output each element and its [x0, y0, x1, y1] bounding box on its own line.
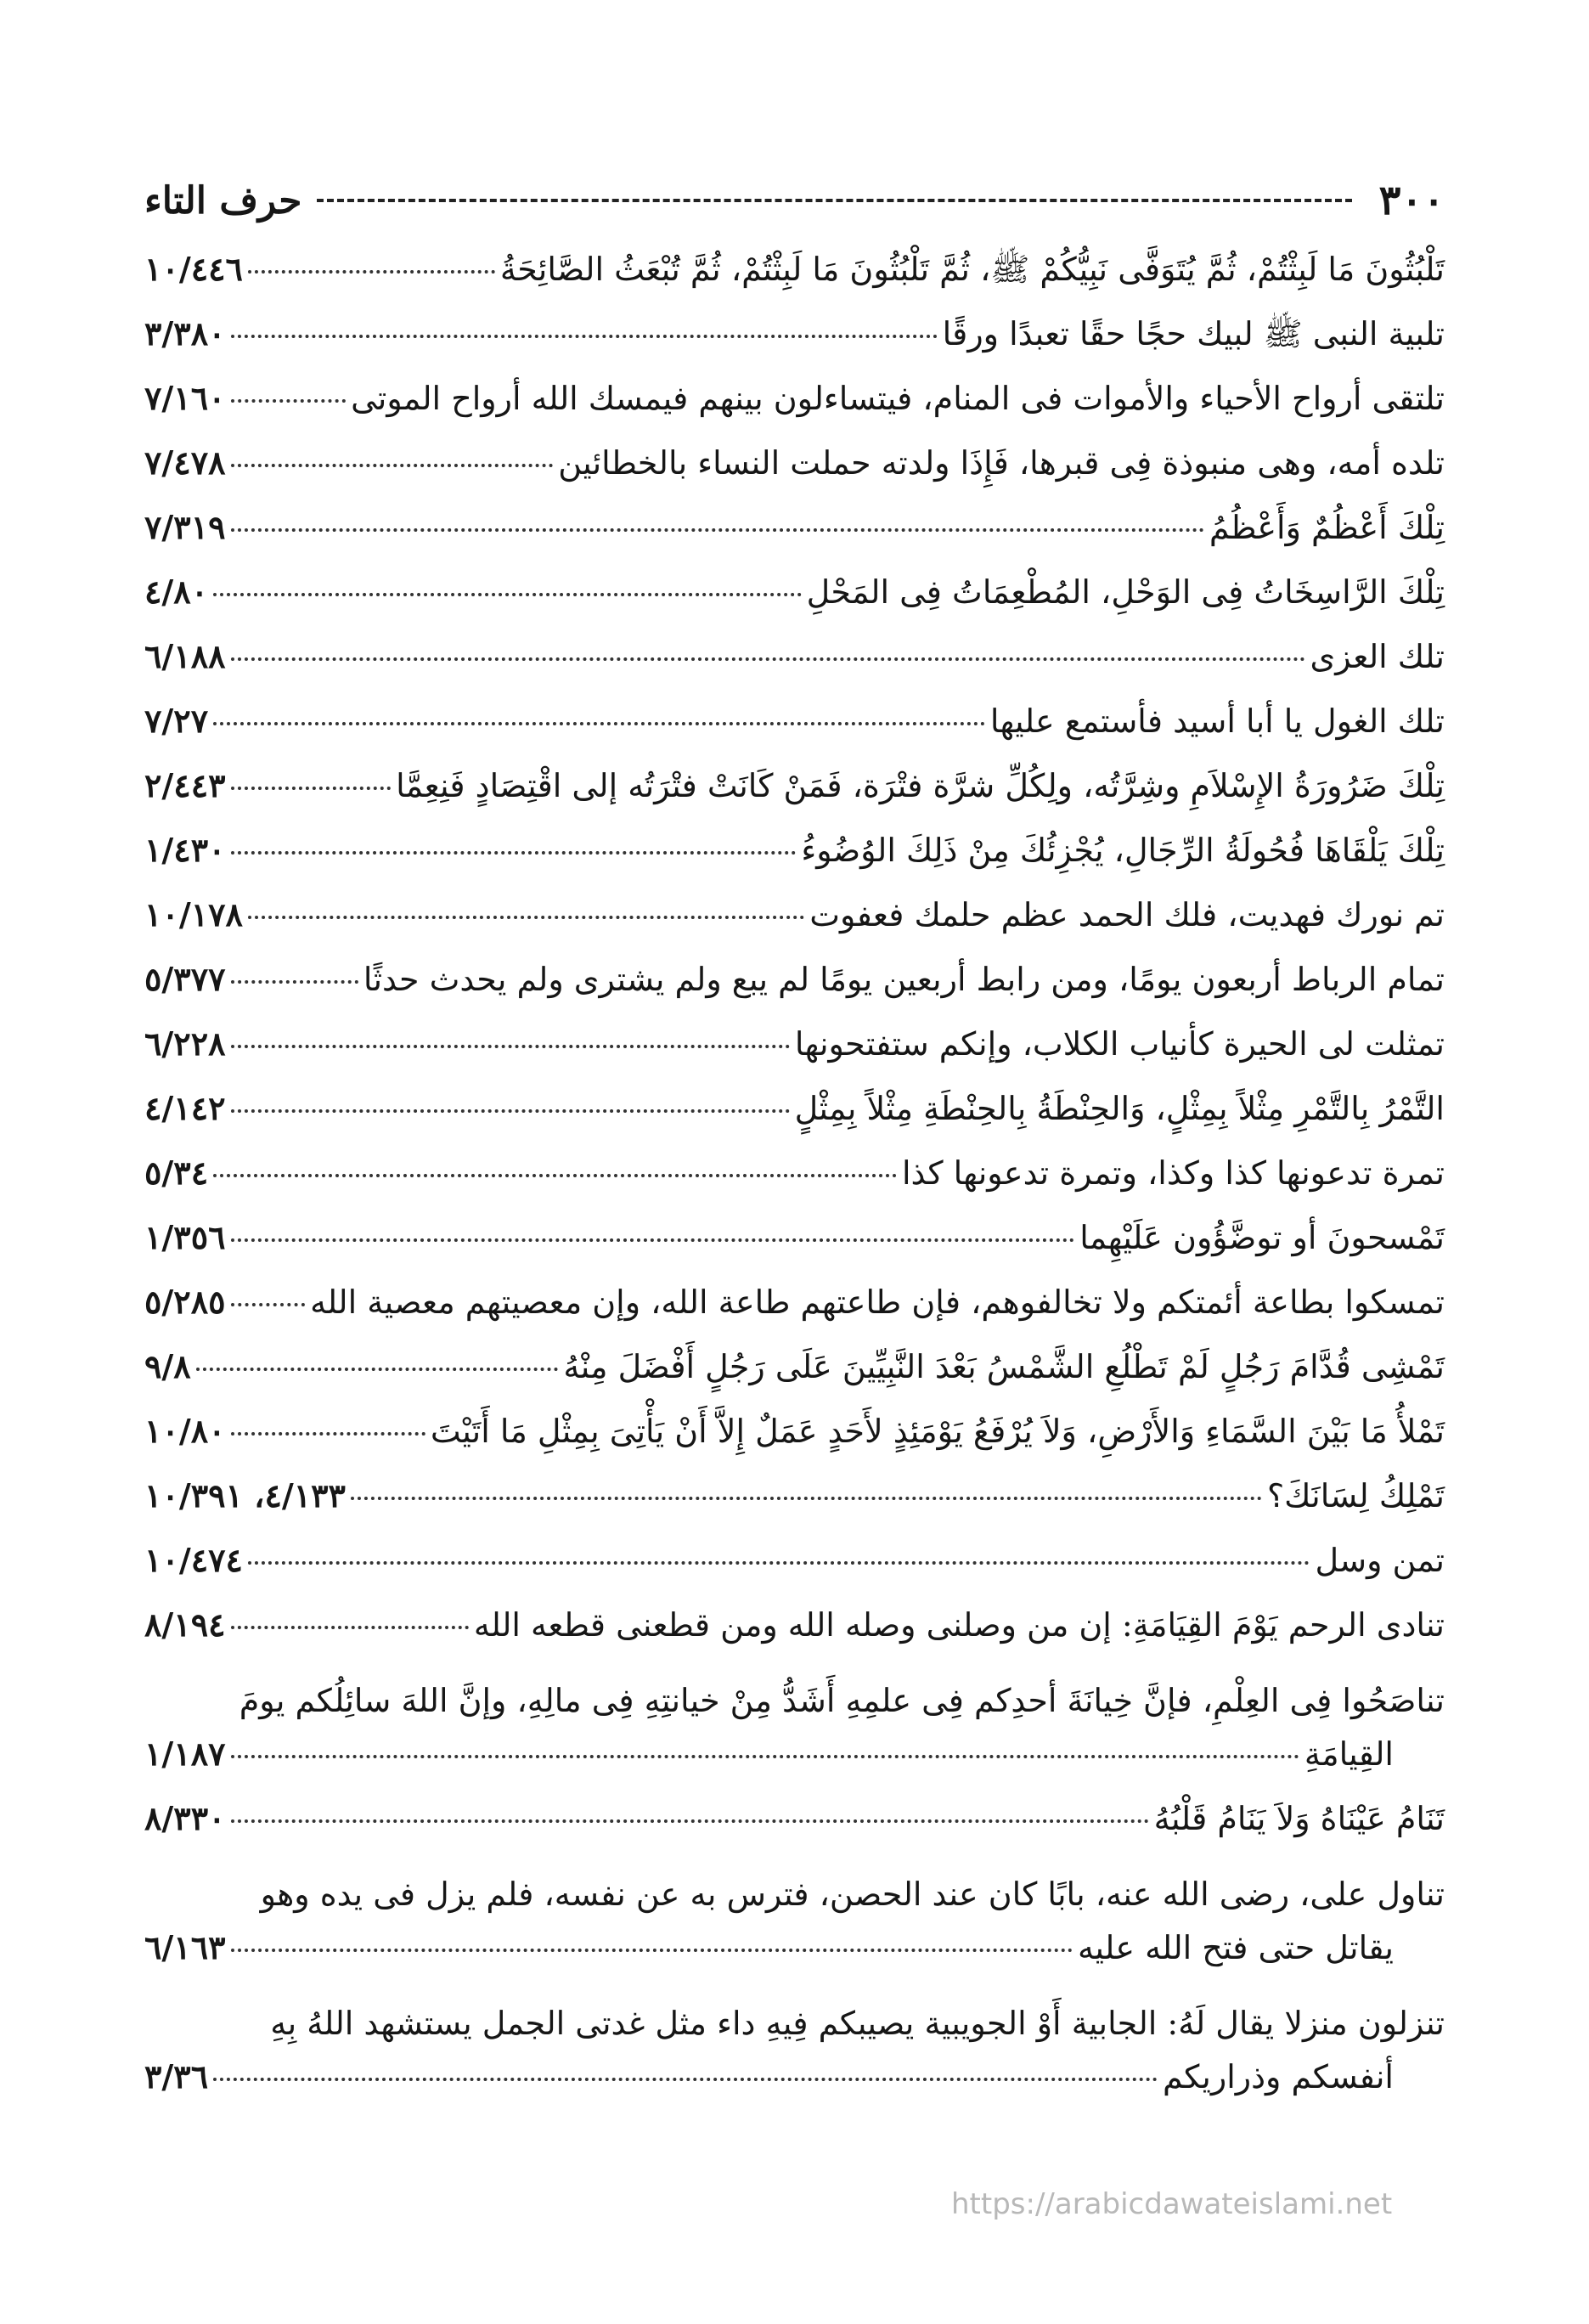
entry-reference: ٧/٣١٩ [144, 508, 226, 546]
index-entry [144, 1797, 1445, 1862]
entry-reference: ٨/٣٣٠ [144, 1799, 226, 1837]
dot-leader [231, 980, 358, 984]
index-entry [144, 442, 1445, 506]
index-entry [144, 894, 1445, 958]
entry-reference: ١٠/٨٠ [144, 1412, 226, 1450]
index-entry [144, 958, 1445, 1023]
dot-leader [231, 1303, 306, 1306]
entry-reference: ١٠/١٧٨ [144, 895, 243, 934]
dot-leader [231, 1755, 1299, 1758]
entry-text: تَمْلأُ مَا بَيْنَ السَّمَاءِ وَالأَرْضِ، وَلاَ يُرْفَعُ يَوْمَئِذٍ لأَحَدٍ عَمَلٌ إِلاَّ أَنْ يَأْتِىَ بِمِثْلِ مَا أَتَيْتَ [430, 1413, 1445, 1450]
entry-text: تمسكوا بطاعة أئمتكم ولا تخالفوهم، فإن طاعتهم طاعة الله، وإن معصيتهم معصية الله [310, 1283, 1445, 1321]
entry-reference: ٦/١٨٨ [144, 637, 226, 675]
entry-text: تِلْكَ يَلْقَاهَا فُحُولَةُ الرِّجَالِ، يُجْزِئُكَ مِنْ ذَلِكَ الوُضُوءُ [801, 832, 1445, 869]
entry-reference: ٥/٢٨٥ [144, 1283, 226, 1321]
index-entry [144, 248, 1445, 313]
entry-text: تِلْكَ أَعْظُمٌ وَأَعْظُمُ [1209, 509, 1445, 546]
entry-text: تلك الغول يا أبا أسيد فأستمع عليها [989, 702, 1445, 740]
dot-leader [231, 1109, 790, 1113]
entry-reference: ٧/٤٧٨ [144, 443, 226, 482]
entry-reference: ٨/١٩٤ [144, 1605, 226, 1644]
dot-leader [231, 399, 347, 403]
dot-leader [248, 916, 804, 919]
entry-text-continuation: القِيامَةِ [1304, 1735, 1394, 1773]
entry-text: تناول على، رضى الله عنه، بابًا كان عند الحصن، فترس به عن نفسه، فلم يزل فى يده وهو [260, 1876, 1445, 1913]
entry-reference: ١/٤٣٠ [144, 831, 226, 869]
entry-text: التَّمْرُ بِالتَّمْرِ مِثْلاً بِمِثْلٍ، وَالحِنْطَةُ بِالحِنْطَةِ مِثْلاً بِمِثْلٍ [794, 1090, 1445, 1127]
index-entry [144, 1281, 1445, 1345]
entry-reference: ٧/١٦٠ [144, 379, 226, 417]
dot-leader [231, 1949, 1073, 1952]
dot-leader [248, 1561, 1310, 1565]
entry-text: تنزلون منزلا يقال لَهُ: الجابية أَوْ الجويبية يصيبكم فِيهِ داء مثل غدتى الجمل يستشهد اللهُ بِهِ [270, 2005, 1445, 2042]
entry-reference: ٢/٤٤٣ [144, 766, 226, 804]
index-entry [144, 313, 1445, 377]
entry-text: تَمْشِى قُدَّامَ رَجُلٍ لَمْ تَطْلُعِ الشَّمْسُ بَعْدَ النَّبِيِّينَ عَلَى رَجُلٍ أَفْضَلَ مِنْهُ [563, 1348, 1445, 1385]
index-entry [144, 1539, 1445, 1604]
entry-reference: ١٠/٤٤٦ [144, 250, 243, 288]
dot-leader [231, 657, 1305, 661]
index-entry [144, 1604, 1445, 1668]
entry-text: تَمْلِكُ لِسَانَكَ؟ [1266, 1477, 1445, 1515]
entry-reference: ٦/٢٢٨ [144, 1024, 226, 1063]
entry-reference: ٤/١٤٢ [144, 1089, 226, 1127]
index-entry [144, 700, 1445, 764]
entry-reference: ٣/٣٦ [144, 2057, 209, 2096]
dot-leader [213, 2078, 1158, 2081]
dot-leader [248, 270, 495, 274]
index-entry [144, 1216, 1445, 1281]
entry-text: تلبية النبى ﷺ لبيك حجًا حقًا تعبدًا ورقًا [942, 315, 1445, 353]
index-entry [144, 571, 1445, 635]
entry-reference: ٤/٨٠ [144, 573, 209, 611]
index-entry [144, 1991, 1445, 2120]
entry-reference: ١/٣٥٦ [144, 1218, 226, 1256]
index-entry [144, 764, 1445, 829]
entry-reference: ٥/٣٧٧ [144, 960, 226, 998]
entry-text: تَنَامُ عَيْنَاهُ وَلاَ يَنَامُ قَلْبُهُ [1153, 1800, 1445, 1837]
entry-text: تمثلت لى الحيرة كأنياب الكلاب، وإنكم ستفتحونها [794, 1025, 1445, 1063]
entry-reference: ٦/١٦٣ [144, 1928, 226, 1966]
index-entry [144, 1668, 1445, 1797]
entry-text: تِلْكَ الرَّاسِخَاتُ فِى الوَحْلِ، المُطْعِمَاتُ فِى المَحْلِ [806, 573, 1445, 611]
entry-text: تِلْكَ ضَرُورَةُ الإِسْلاَمِ وشِرَّتُه، ولِكُلِّ شرَّة فتْرَة، فَمَنْ كَانَتْ فتْرَتُه إلى اقْتِصَادٍ فَنِعِمَّا [396, 767, 1445, 804]
page-number: ٣٠٠ [1378, 177, 1445, 224]
dot-leader [231, 787, 392, 790]
entry-text: تمن وسل [1315, 1542, 1445, 1579]
dot-leader [231, 1432, 425, 1436]
entry-reference: ٧/٢٧ [144, 702, 209, 740]
entry-text: تلك العزى [1310, 638, 1445, 675]
page-header [144, 166, 1445, 234]
dot-leader [231, 1045, 790, 1048]
entry-reference: ١٠/٤٧٤ [144, 1541, 243, 1579]
index-entry [144, 1475, 1445, 1539]
entry-text: تنادى الرحم يَوْمَ القِيَامَةِ: إن من وصلنى وصله الله ومن قطعنى قطعه الله [473, 1606, 1445, 1644]
entry-text-continuation: أنفسكم وذراريكم [1163, 2058, 1394, 2096]
entry-text-continuation: يقاتل حتى فتح الله عليه [1077, 1929, 1394, 1966]
entry-text: تمام الرباط أربعون يومًا، ومن رابط أربعين يومًا لم يبع ولم يشترى ولم يحدث حدثًا [363, 961, 1445, 998]
dot-leader [351, 1497, 1262, 1500]
index-entry [144, 1023, 1445, 1087]
dot-leader [231, 1819, 1149, 1823]
dot-leader [231, 1238, 1075, 1242]
entry-reference: ٣/٣٨٠ [144, 314, 226, 353]
dot-leader [231, 851, 797, 855]
index-entries [144, 248, 1445, 2120]
dot-leader [231, 335, 938, 338]
dot-leader [213, 722, 985, 725]
index-entry [144, 1410, 1445, 1475]
entry-reference: ١/١٨٧ [144, 1735, 226, 1773]
dot-leader [213, 593, 802, 596]
entry-text: تلتقى أرواح الأحياء والأموات فى المنام، فيتساءلون بينهم فيمسك الله أرواح الموتى [351, 380, 1445, 417]
index-entry [144, 635, 1445, 700]
index-entry [144, 506, 1445, 571]
entry-text: تم نورك فهديت، فلك الحمد عظم حلمك فعفوت [809, 896, 1445, 934]
entry-reference: ٩/٨ [144, 1347, 191, 1385]
dot-leader [213, 1174, 897, 1177]
index-entry [144, 1345, 1445, 1410]
entry-text: تمرة تدعونها كذا وكذا، وتمرة تدعونها كذا [901, 1154, 1445, 1192]
dot-leader [231, 464, 554, 467]
index-entry [144, 1862, 1445, 1991]
index-entry [144, 1087, 1445, 1152]
dot-leader [196, 1368, 559, 1371]
entry-reference: ٥/٣٤ [144, 1154, 209, 1192]
header-rule [317, 199, 1351, 202]
index-entry [144, 377, 1445, 442]
entry-reference: ٤/١٣٣، ١٠/٣٩١ [144, 1476, 346, 1515]
entry-text: تلده أمه، وهى منبوذة فِى قبرها، فَإِذَا ولدته حملت النساء بالخطائين [558, 444, 1445, 482]
dot-leader [231, 528, 1204, 532]
entry-text: تناصَحُوا فِى العِلْمِ، فإنَّ خِيانَةَ أحدِكم فِى علمِهِ أَشَدُّ مِنْ خيانتِهِ فِى مالِهِ، وإنَّ اللهَ سائِلُكم يومَ [239, 1682, 1445, 1719]
index-entry [144, 829, 1445, 894]
section-title: حرف التاء [144, 178, 302, 223]
dot-leader [231, 1626, 469, 1629]
index-entry [144, 1152, 1445, 1216]
entry-text: تَلْبُثُونَ مَا لَبِثْتُمْ، ثُمَّ يُتَوَفَّى نَبِيُّكُمْ ﷺ، ثُمَّ تَلْبُثُونَ مَا لَبِثْتُمْ، ثُمَّ تُبْعَثُ الصَّائِحَةُ [499, 251, 1445, 288]
watermark-url: https://arabicdawateislami.net [951, 2187, 1393, 2221]
entry-text: تَمْسحونَ أو توضَّؤُون عَلَيْهِما [1079, 1219, 1445, 1256]
